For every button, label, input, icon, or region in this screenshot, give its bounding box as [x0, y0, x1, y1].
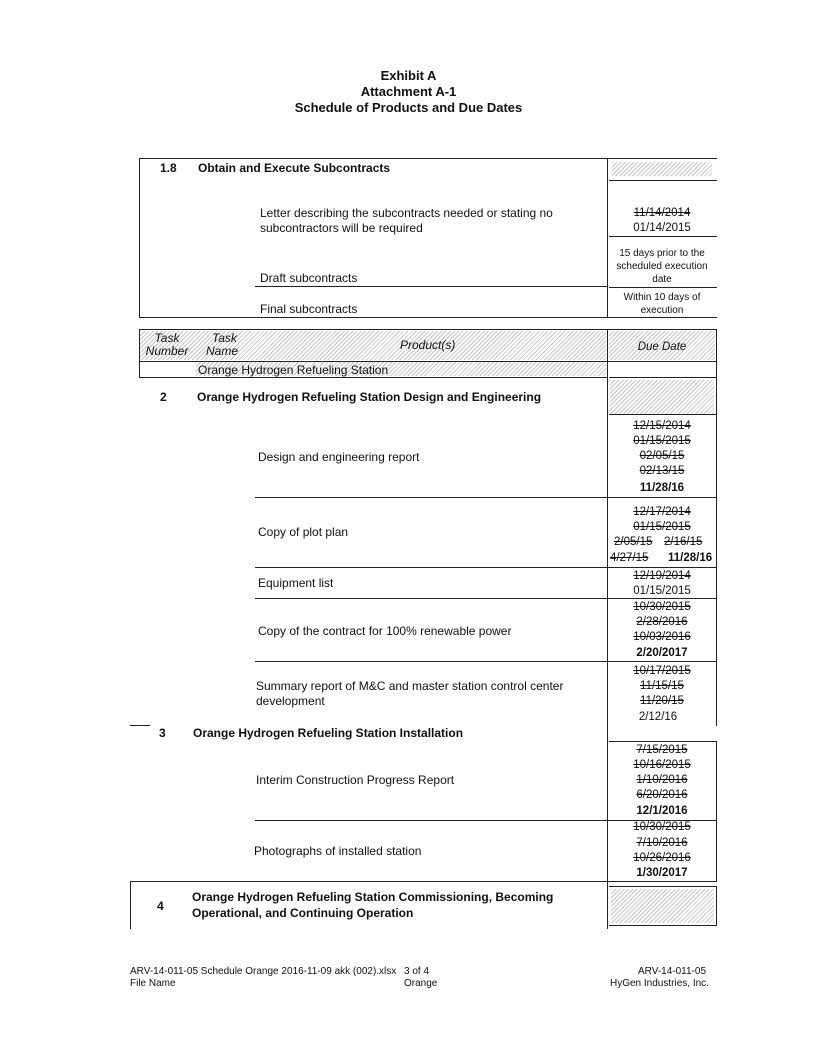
- product-text: Final subcontracts: [260, 302, 358, 316]
- due-date-text: 15 days prior to the: [619, 248, 705, 259]
- due-date-struck: 11/15/15: [640, 680, 684, 692]
- task-name: Orange Hydrogen Refueling Station Installation: [193, 726, 464, 740]
- task-number: 2: [160, 390, 167, 404]
- product-text: Design and engineering report: [258, 450, 420, 464]
- due-date-struck: 12/19/2014: [633, 570, 691, 582]
- due-date-struck: 10/03/2016: [633, 631, 691, 643]
- due-date: 01/14/2015: [633, 222, 691, 234]
- task-name-header: Name: [206, 344, 239, 358]
- due-date-struck: 10/30/2015: [633, 821, 691, 833]
- product-text: Copy of plot plan: [258, 525, 349, 539]
- exhibit-title: Exhibit A: [380, 68, 437, 83]
- schedule-title: Schedule of Products and Due Dates: [294, 100, 523, 115]
- task-number-header: Number: [145, 344, 189, 358]
- due-date-struck: 10/16/2015: [633, 759, 691, 771]
- due-date: 11/28/16: [668, 552, 713, 564]
- due-date-text: date: [652, 274, 672, 285]
- product-text: development: [256, 694, 325, 708]
- due-date-struck: 10/30/2015: [633, 601, 691, 613]
- due-date-struck: 7/10/2016: [636, 837, 688, 849]
- due-date-struck: 01/15/2015: [633, 521, 691, 533]
- due-date-header: Due Date: [637, 341, 687, 353]
- product-text: Letter describing the subcontracts needed or stating no: [260, 206, 553, 220]
- redaction-mark: [610, 380, 714, 414]
- attachment-title: Attachment A-1: [360, 84, 457, 99]
- due-date-struck: 2/28/2016: [636, 616, 688, 628]
- product-text: Equipment list: [258, 576, 334, 590]
- product-text: Copy of the contract for 100% renewable power: [258, 624, 512, 638]
- section-title: Orange Hydrogen Refueling Station: [198, 363, 389, 377]
- task-number: 4: [157, 899, 164, 913]
- due-date-struck: 2/16/15: [664, 536, 703, 548]
- due-date-struck: 10/26/2016: [633, 852, 691, 864]
- due-date-text: scheduled execution: [616, 261, 708, 272]
- due-date: 2/20/2017: [636, 647, 688, 659]
- due-date-text: Within 10 days of: [623, 292, 701, 303]
- task-name-header: Task: [212, 331, 237, 345]
- due-date-struck: 02/05/15: [639, 450, 685, 462]
- redaction-mark: [612, 162, 712, 176]
- due-date: 2/12/16: [638, 711, 678, 723]
- task-name: Orange Hydrogen Refueling Station Commissioning, Becoming: [192, 890, 554, 904]
- due-date-struck: 11/14/2014: [633, 207, 691, 219]
- due-date-struck: 11/20/15: [640, 695, 684, 707]
- task-name: Operational, and Continuing Operation: [192, 906, 414, 920]
- products-header: Product(s): [400, 338, 456, 352]
- due-date-struck: 02/13/15: [639, 465, 685, 477]
- task-number: 1.8: [160, 161, 177, 175]
- due-date-struck: 7/15/2015: [636, 744, 688, 756]
- task-name: Orange Hydrogen Refueling Station Design and Engineering: [197, 390, 542, 404]
- due-date-struck: 2/05/15: [614, 536, 653, 548]
- due-date-text: execution: [640, 305, 684, 316]
- footer-company: HyGen Industries, Inc.: [610, 978, 709, 989]
- task-number: 3: [159, 726, 166, 740]
- task-number-header: Task: [154, 331, 180, 345]
- footer-page-number: 3 of 4: [404, 966, 430, 977]
- due-date: 12/1/2016: [636, 805, 688, 817]
- task-name: Obtain and Execute Subcontracts: [198, 161, 391, 175]
- due-date-struck: 6/20/2016: [636, 789, 688, 801]
- product-text: Summary report of M&C and master station control center: [256, 679, 564, 693]
- footer-file-title: ARV-14-011-05 Schedule Orange 2016-11-09 akk (002).xlsx: [130, 966, 397, 977]
- due-date-struck: 12/15/2014: [633, 420, 691, 432]
- product-text: subcontractors will be required: [260, 221, 423, 235]
- footer-agreement-number: ARV-14-011-05: [638, 966, 707, 977]
- product-text: Draft subcontracts: [260, 271, 358, 285]
- due-date-struck: 1/10/2016: [636, 774, 688, 786]
- due-date: 11/28/16: [639, 482, 685, 494]
- due-date: 01/15/2015: [633, 585, 691, 597]
- due-date-struck: 01/15/2015: [633, 435, 691, 447]
- footer-orange: Orange: [404, 978, 438, 989]
- due-date: 1/30/2017: [636, 867, 688, 879]
- product-text: Interim Construction Progress Report: [256, 773, 455, 787]
- due-date-struck: 4/27/15: [610, 552, 649, 564]
- due-date-struck: 12/17/2014: [633, 506, 691, 518]
- footer-file-name-label: File Name: [130, 978, 176, 989]
- redaction-mark: [611, 889, 714, 923]
- product-text: Photographs of installed station: [254, 844, 422, 858]
- due-date-struck: 10/17/2015: [633, 665, 691, 677]
